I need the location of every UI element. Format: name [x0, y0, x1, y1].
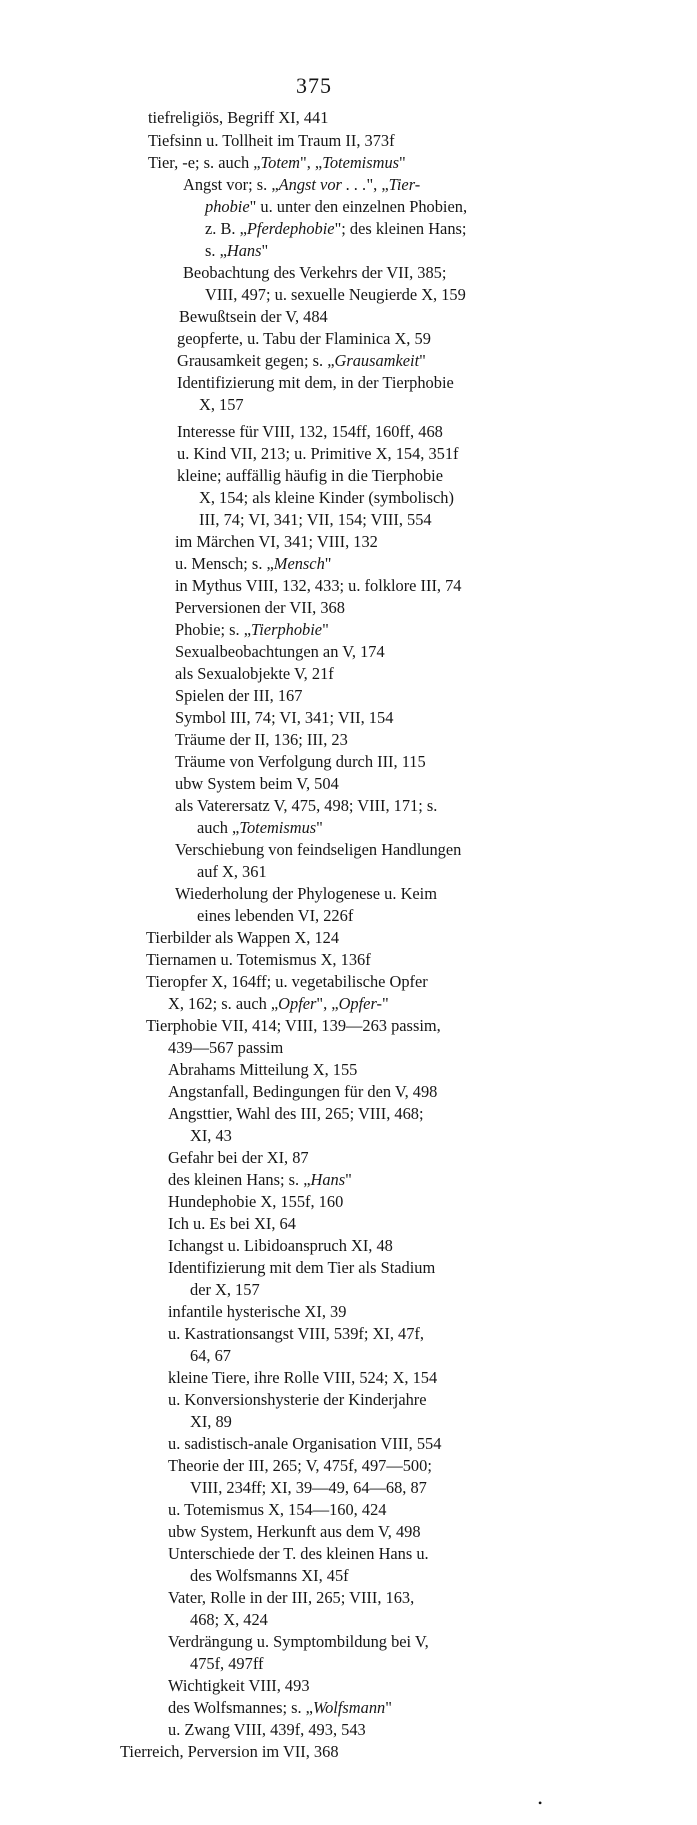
index-line: Symbol III, 74; VI, 341; VII, 154 — [175, 708, 394, 727]
index-line: im Märchen VI, 341; VIII, 132 — [175, 532, 378, 551]
index-line: in Mythus VIII, 132, 433; u. folklore III, 74 — [175, 576, 462, 595]
index-line: u. sadistisch-anale Organisation VIII, 554 — [168, 1434, 442, 1453]
index-line: 439—567 passim — [168, 1038, 284, 1057]
index-line: kleine; auffällig häufig in die Tierphobie — [177, 466, 443, 485]
index-line: Hundephobie X, 155f, 160 — [168, 1192, 344, 1211]
stray-mark: • — [538, 1796, 543, 1810]
index-line: Spielen der III, 167 — [175, 686, 303, 705]
index-line: X, 154; als kleine Kinder (symbolisch) — [199, 488, 454, 507]
index-line: der X, 157 — [190, 1280, 260, 1299]
index-line: Wiederholung der Phylogenese u. Keim — [175, 884, 437, 903]
index-line: Angst vor; s. „Angst vor . . .", „Tier- — [183, 175, 421, 194]
index-line: Ichangst u. Libidoanspruch XI, 48 — [168, 1236, 393, 1255]
index-line: Ich u. Es bei XI, 64 — [168, 1214, 296, 1233]
index-line: III, 74; VI, 341; VII, 154; VIII, 554 — [199, 510, 432, 529]
index-line: Identifizierung mit dem, in der Tierphobie — [177, 373, 454, 392]
index-line: X, 157 — [199, 395, 244, 414]
index-line: Tierbilder als Wappen X, 124 — [146, 928, 340, 947]
index-line: ubw System beim V, 504 — [175, 774, 339, 793]
index-line: u. Totemismus X, 154—160, 424 — [168, 1500, 387, 1519]
index-line: eines lebenden VI, 226f — [197, 906, 354, 925]
index-line: Tierphobie VII, 414; VIII, 139—263 passim, — [146, 1016, 441, 1035]
index-line: Sexualbeobachtungen an V, 174 — [175, 642, 385, 661]
index-line: z. B. „Pferdephobie"; des kleinen Hans; — [205, 219, 467, 238]
index-line: u. Kastrationsangst VIII, 539f; XI, 47f, — [168, 1324, 424, 1343]
index-line: Tierreich, Perversion im VII, 368 — [120, 1742, 339, 1761]
index-line: VIII, 497; u. sexuelle Neugierde X, 159 — [205, 285, 466, 304]
index-line: als Vaterersatz V, 475, 498; VIII, 171; s. — [175, 796, 438, 815]
index-line: 468; X, 424 — [190, 1610, 268, 1629]
index-line: XI, 89 — [190, 1412, 232, 1431]
index-line: Tieropfer X, 164ff; u. vegetabilische Opfer — [146, 972, 428, 991]
index-line: Träume der II, 136; III, 23 — [175, 730, 348, 749]
index-line: Wichtigkeit VIII, 493 — [168, 1676, 310, 1695]
index-line: Verschiebung von feindseligen Handlungen — [175, 840, 462, 859]
index-line: phobie" u. unter den einzelnen Phobien, — [205, 197, 468, 216]
index-line: des Wolfsmanns XI, 45f — [190, 1566, 349, 1585]
index-line: VIII, 234ff; XI, 39—49, 64—68, 87 — [190, 1478, 427, 1497]
index-line: kleine Tiere, ihre Rolle VIII, 524; X, 154 — [168, 1368, 438, 1387]
index-line: Grausamkeit gegen; s. „Grausamkeit" — [177, 351, 426, 370]
index-line: Tiernamen u. Totemismus X, 136f — [146, 950, 371, 969]
index-line: auf X, 361 — [197, 862, 267, 881]
index-line: Träume von Verfolgung durch III, 115 — [175, 752, 426, 771]
index-line: Tiefsinn u. Tollheit im Traum II, 373f — [148, 131, 395, 150]
index-line: Vater, Rolle in der III, 265; VIII, 163, — [168, 1588, 415, 1607]
index-line: des kleinen Hans; s. „Hans" — [168, 1170, 352, 1189]
index-line: Interesse für VIII, 132, 154ff, 160ff, 468 — [177, 422, 443, 441]
index-line: auch „Totemismus" — [197, 818, 323, 837]
index-line: XI, 43 — [190, 1126, 232, 1145]
index-line: Gefahr bei der XI, 87 — [168, 1148, 309, 1167]
index-line: tiefreligiös, Begriff XI, 441 — [148, 108, 329, 127]
index-line: u. Kind VII, 213; u. Primitive X, 154, 351f — [177, 444, 459, 463]
index-line: Phobie; s. „Tierphobie" — [175, 620, 329, 639]
index-line: u. Konversionshysterie der Kinderjahre — [168, 1390, 427, 1409]
index-line: 64, 67 — [190, 1346, 231, 1365]
index-line: Abrahams Mitteilung X, 155 — [168, 1060, 358, 1079]
index-line: Unterschiede der T. des kleinen Hans u. — [168, 1544, 429, 1563]
index-line: als Sexualobjekte V, 21f — [175, 664, 334, 683]
index-line: Angstanfall, Bedingungen für den V, 498 — [168, 1082, 438, 1101]
index-line: Angsttier, Wahl des III, 265; VIII, 468; — [168, 1104, 424, 1123]
index-line: geopferte, u. Tabu der Flaminica X, 59 — [177, 329, 431, 348]
index-line: ubw System, Herkunft aus dem V, 498 — [168, 1522, 421, 1541]
index-line: Identifizierung mit dem Tier als Stadium — [168, 1258, 436, 1277]
index-line: des Wolfsmannes; s. „Wolfsmann" — [168, 1698, 392, 1717]
index-line: Theorie der III, 265; V, 475f, 497—500; — [168, 1456, 432, 1475]
index-line: u. Zwang VIII, 439f, 493, 543 — [168, 1720, 366, 1739]
index-line: Bewußtsein der V, 484 — [179, 307, 328, 326]
page-number: 375 — [296, 73, 332, 98]
index-line: u. Mensch; s. „Mensch" — [175, 554, 332, 573]
index-line: 475f, 497ff — [190, 1654, 264, 1673]
index-line: s. „Hans" — [205, 241, 269, 260]
index-line: Perversionen der VII, 368 — [175, 598, 345, 617]
index-line: Verdrängung u. Symptombildung bei V, — [168, 1632, 429, 1651]
index-line: Beobachtung des Verkehrs der VII, 385; — [183, 263, 447, 282]
index-line: X, 162; s. auch „Opfer", „Opfer-" — [168, 994, 389, 1013]
index-line: Tier, -e; s. auch „Totem", „Totemismus" — [148, 153, 406, 172]
index-line: infantile hysterische XI, 39 — [168, 1302, 347, 1321]
